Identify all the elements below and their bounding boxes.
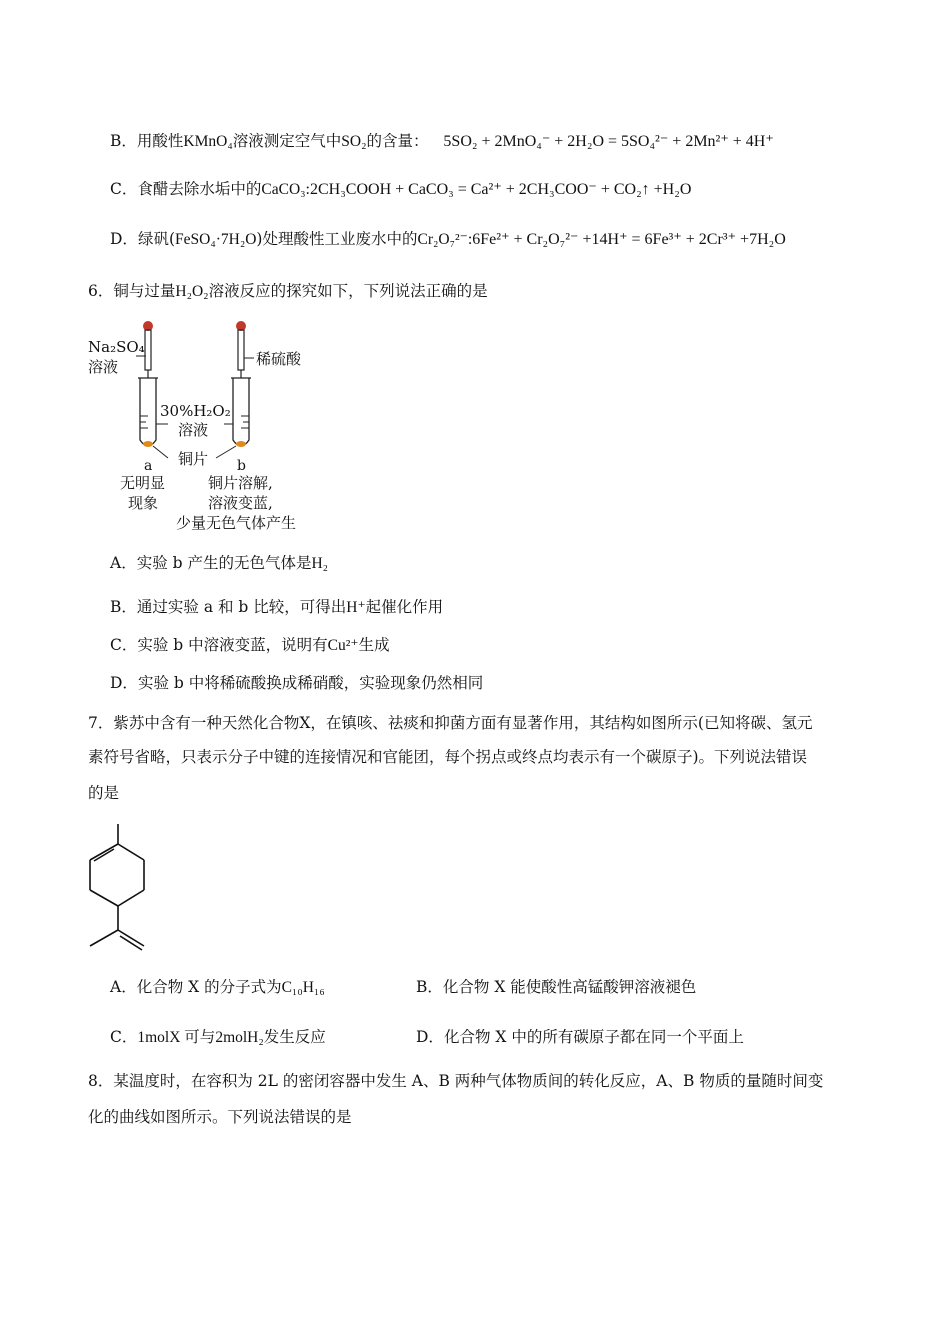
dilute-h2so4-label: 稀硫酸 — [256, 350, 302, 368]
option-text: 溶液测定空气中 — [232, 132, 342, 150]
option-text: 1molX 可与 — [137, 1029, 216, 1046]
option-text: 食醋去除水垢中的 — [137, 180, 262, 198]
equation: :2CH₃COOH + CaCO₃ = Ca²⁺ + 2CH₃COO⁻ + CO₂↑ +H₂O — [305, 181, 692, 198]
formula: 2molH₂ — [215, 1029, 264, 1046]
option-text: 的含量： — [366, 132, 429, 150]
na2so4-label: Na₂SO₄ — [88, 338, 145, 356]
q5-option-b — [110, 130, 774, 153]
q6-option-c — [110, 634, 390, 657]
option-label: C． — [110, 636, 138, 654]
q6-stem — [88, 280, 488, 303]
q6-option-b — [110, 596, 443, 619]
option-label: D． — [110, 230, 138, 248]
option-text: 实验 b 产生的无色气体是 — [136, 554, 312, 572]
formula: H₂ — [311, 555, 329, 572]
q7-structure-figure — [84, 820, 154, 952]
q8-stem-line1: 8．某温度时，在容积为 2L 的密闭容器中发生 A、B 两种气体物质间的转化反应，A、B 物质的量随时间变 — [88, 1072, 824, 1090]
copper-label: 铜片 — [178, 450, 209, 468]
test-tube-b-icon — [231, 378, 251, 447]
q7-option-a — [110, 976, 325, 999]
option-label: D． — [110, 674, 138, 692]
option-text: 化合物 X 中的所有碳原子都在同一个平面上 — [443, 1028, 744, 1046]
option-label: C． — [110, 1028, 138, 1046]
formula: KMnO₄ — [183, 133, 233, 150]
q6-option-a — [110, 552, 328, 575]
tube-b-label: b — [237, 458, 246, 474]
option-label: B． — [416, 978, 443, 996]
result-a-line1: 无明显 — [120, 474, 166, 492]
q7-stem-line1: 7．紫苏中含有一种天然化合物X，在镇咳、祛痰和抑菌方面有显著作用，其结构如图所示(已知将碳、氢元 — [88, 714, 813, 732]
result-a-line2: 现象 — [128, 494, 159, 512]
q7-option-d — [416, 1026, 744, 1048]
option-label: B． — [110, 598, 137, 616]
q7-option-b — [416, 976, 696, 998]
option-text: 通过实验 a 和 b 比较，可得出 — [136, 598, 347, 616]
q6-option-d — [110, 672, 483, 694]
test-tube-a-icon — [138, 378, 158, 447]
option-label: C． — [110, 180, 138, 198]
q7-stem-line2: 素符号省略，只表示分子中键的连接情况和官能团，每个拐点或终点均表示有一个碳原子)。下列说法错误 — [88, 748, 808, 766]
result-b-line1: 铜片溶解, — [208, 474, 273, 492]
option-label: A． — [110, 554, 137, 572]
dropper-right-icon — [236, 321, 246, 378]
option-text: 绿矾( — [137, 230, 175, 248]
option-text: 化合物 X 能使酸性高锰酸钾溶液褪色 — [442, 978, 697, 996]
solution-mid-label: 溶液 — [178, 421, 209, 439]
option-text: )处理酸性工业废水中的 — [256, 230, 418, 248]
option-label: A． — [110, 978, 137, 996]
option-text: 实验 b 中溶液变蓝，说明有 — [137, 636, 328, 654]
option-text: 生成 — [358, 636, 390, 654]
formula: H⁺ — [346, 599, 366, 616]
formula: Cu²⁺ — [327, 637, 359, 654]
formula: CaCO₃ — [261, 181, 306, 198]
molecule-structure-icon — [90, 824, 144, 950]
solution-left-label: 溶液 — [88, 358, 119, 376]
result-b-line2: 溶液变蓝, — [208, 494, 273, 512]
formula: FeSO₄·7H₂O — [175, 231, 257, 248]
formula: SO₂ — [341, 133, 367, 150]
option-label: D． — [416, 1028, 444, 1046]
q8-stem-line2: 化的曲线如图所示。下列说法错误的是 — [88, 1108, 352, 1126]
q5-option-c — [110, 178, 691, 201]
q7-option-c — [110, 1026, 326, 1049]
formula: Cr₂O₇²⁻ — [417, 231, 468, 248]
option-text: 实验 b 中将稀硫酸换成稀硝酸，实验现象仍然相同 — [137, 674, 484, 692]
option-text: 发生反应 — [263, 1028, 326, 1046]
option-text: 用酸性 — [136, 132, 184, 150]
option-label: B． — [110, 132, 137, 150]
stem-text: 溶液反应的探究如下，下列说法正确的是 — [208, 282, 488, 300]
q5-option-d — [110, 228, 786, 251]
q6-experiment-figure — [86, 316, 336, 536]
formula: C₁₀H₁₆ — [281, 979, 325, 996]
result-b-line3: 少量无色气体产生 — [176, 514, 297, 532]
tube-a-label: a — [144, 458, 153, 474]
equation: 5SO₂ + 2MnO₄⁻ + 2H₂O = 5SO₄²⁻ + 2Mn²⁺ + 4H⁺ — [443, 133, 774, 150]
option-text: 起催化作用 — [365, 598, 444, 616]
formula: H₂O₂ — [175, 283, 209, 300]
q7-stem-line3: 的是 — [88, 784, 120, 802]
option-text: 化合物 X 的分子式为 — [136, 978, 282, 996]
h2o2-label: 30%H₂O₂ — [160, 402, 231, 420]
equation: :6Fe²⁺ + Cr₂O₇²⁻ +14H⁺ = 6Fe³⁺ + 2Cr³⁺ +7H₂O — [467, 231, 786, 248]
stem-text: 6．铜与过量 — [88, 282, 176, 300]
